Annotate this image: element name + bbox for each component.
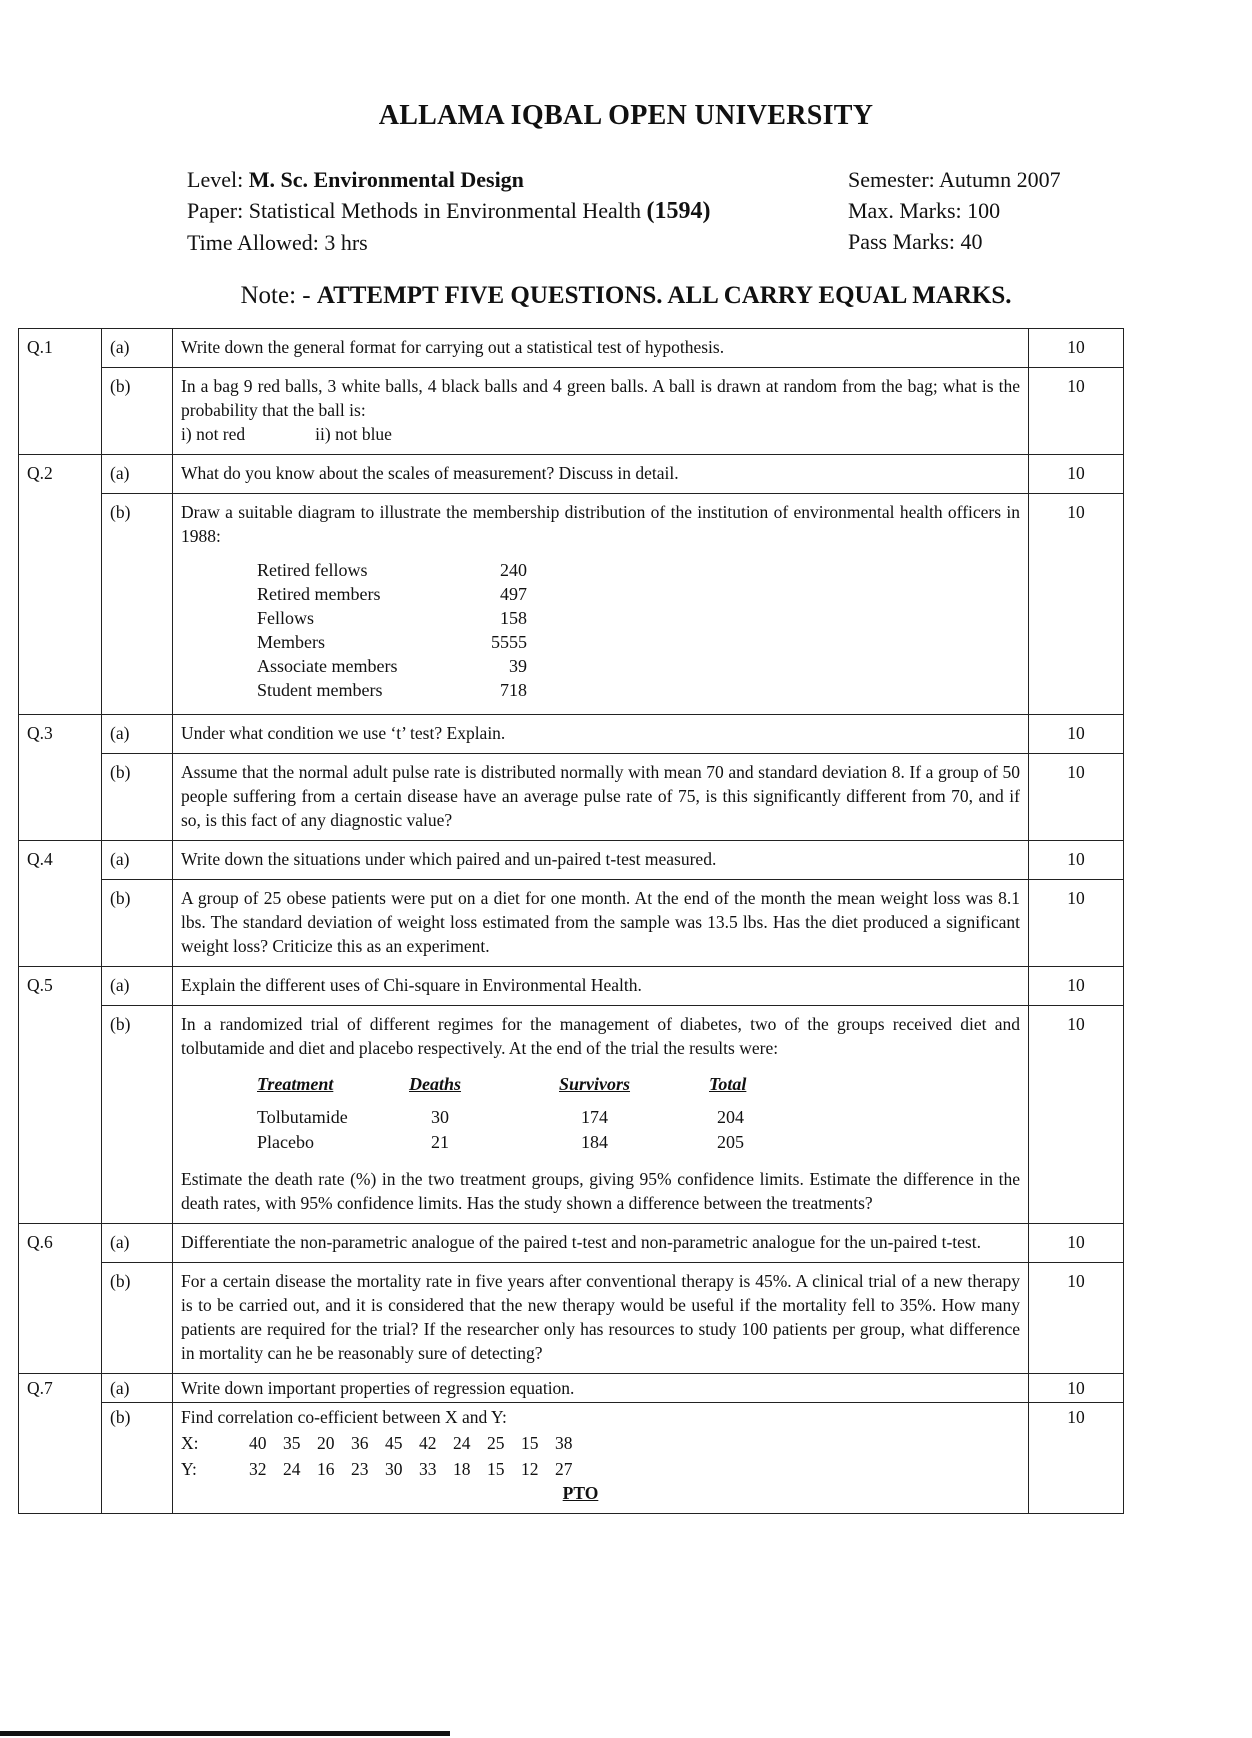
marks: 10 — [1029, 1006, 1124, 1224]
list-item: Associate members 39 — [257, 656, 527, 676]
marks: 10 — [1029, 841, 1124, 880]
marks: 10 — [1029, 880, 1124, 967]
question-text: In a randomized trial of different regimes for the management of diabetes, two of the groups received diet and tolbutamide and diet and placebo respectively. At the end of the trial the results were: Treatment Deaths Survivors Total Tolbutamide 30 174 204 Placebo 21 184 205 Estimate the death rate (%) in the two treatment groups, giving 95% confidence limits. Estimate the difference in the death rates, with 95% confidence limits. Has the study shown a difference between the treatments? — [173, 1006, 1029, 1224]
question-row — [19, 329, 1124, 368]
part-label: (b) — [102, 754, 173, 841]
paper-line: Paper: Statistical Methods in Environmental Health (1594) — [187, 198, 711, 224]
question-row — [19, 1006, 1124, 1224]
part-label: (a) — [102, 329, 173, 368]
question-text: Write down the situations under which paired and un-paired t-test measured. — [173, 841, 1029, 880]
please-turn-over: PTO — [562, 1483, 599, 1503]
scan-edge-bar — [0, 1731, 450, 1736]
question-row — [19, 841, 1124, 880]
marks: 10 — [1029, 455, 1124, 494]
part-label: (a) — [102, 1224, 173, 1263]
question-text: A group of 25 obese patients were put on a diet for one month. At the end of the month the mean weight loss was 8.1 lbs. The standard deviation of weight loss estimated from the sample was 13.5 lbs. Has the diet produced a significant weight loss? Criticize this as an experiment. — [173, 880, 1029, 967]
question-text: Assume that the normal adult pulse rate is distributed normally with mean 70 and standard deviation 8. If a group of 50 people suffering from a certain disease have an average pulse rate of 75, is this significantly different from 70, and if so, is this fact of any diagnostic value? — [173, 754, 1029, 841]
part-label: (b) — [102, 494, 173, 715]
question-text: For a certain disease the mortality rate in five years after conventional therapy is 45%. A clinical trial of a new therapy is to be carried out, and it is considered that the new therapy would be useful if the mortality fell to 35%. How many patients are required for the trial? If the researcher only has resources to study 100 patients per group, what difference in mortality can he be reasonably sure of detecting? — [173, 1263, 1029, 1374]
question-text: Explain the different uses of Chi-square in Environmental Health. — [173, 967, 1029, 1006]
marks: 10 — [1029, 1263, 1124, 1374]
table-row: Placebo 21 184 205 — [257, 1132, 744, 1152]
table-header: Treatment Deaths Survivors Total — [257, 1074, 747, 1094]
x-values: X: 40 35 20 36 45 42 24 25 15 38 — [181, 1433, 573, 1453]
marks: 10 — [1029, 1374, 1124, 1403]
marks: 10 — [1029, 368, 1124, 455]
instructions-note: Note: - ATTEMPT FIVE QUESTIONS. ALL CARRY EQUAL MARKS. — [240, 282, 1012, 309]
questions-table — [18, 328, 1124, 1514]
question-row — [19, 494, 1124, 715]
question-text: Write down the general format for carrying out a statistical test of hypothesis. — [173, 329, 1029, 368]
part-label: (b) — [102, 1006, 173, 1224]
part-label: (a) — [102, 455, 173, 494]
question-number: Q.4 — [19, 841, 102, 880]
part-label: (a) — [102, 841, 173, 880]
question-text: Write down important properties of regression equation. — [173, 1374, 1029, 1403]
question-row — [19, 455, 1124, 494]
part-label: (b) — [102, 368, 173, 455]
level-line: Level: M. Sc. Environmental Design — [187, 167, 524, 192]
question-text: In a bag 9 red balls, 3 white balls, 4 black balls and 4 green balls. A ball is drawn at random from the bag; what is the probability that the ball is: i) not red ii) not blue — [173, 368, 1029, 455]
treatment-table — [257, 1072, 789, 1155]
university-title: ALLAMA IQBAL OPEN UNIVERSITY — [378, 100, 874, 131]
answer-options: i) not red ii) not blue — [181, 424, 392, 444]
question-text: Under what condition we use ‘t’ test? Explain. — [173, 715, 1029, 754]
part-label: (b) — [102, 1403, 173, 1514]
semester: Semester: Autumn 2007 — [848, 167, 1061, 192]
question-row — [19, 1374, 1124, 1403]
part-label: (a) — [102, 1374, 173, 1403]
part-label: (b) — [102, 1263, 173, 1374]
marks: 10 — [1029, 1224, 1124, 1263]
part-label: (a) — [102, 715, 173, 754]
y-values: Y: 32 24 16 23 30 33 18 15 12 27 — [181, 1459, 573, 1479]
table-row: Tolbutamide 30 174 204 — [257, 1107, 744, 1127]
marks: 10 — [1029, 329, 1124, 368]
question-number: Q.3 — [19, 715, 102, 754]
question-number: Q.7 — [19, 1374, 102, 1403]
question-row — [19, 967, 1124, 1006]
part-label: (a) — [102, 967, 173, 1006]
question-row — [19, 715, 1124, 754]
pass-marks: Pass Marks: 40 — [848, 229, 983, 254]
time-allowed: Time Allowed: 3 hrs — [187, 230, 368, 255]
question-number: Q.6 — [19, 1224, 102, 1263]
question-text: What do you know about the scales of measurement? Discuss in detail. — [173, 455, 1029, 494]
marks: 10 — [1029, 1403, 1124, 1514]
question-text: Draw a suitable diagram to illustrate the membership distribution of the institution of environmental health officers in 1988: Retired fellows 240 Retired members 497 Fellows 158 Members 5555 Associate members 39 Student members 718 — [173, 494, 1029, 715]
question-row — [19, 1263, 1124, 1374]
question-row — [19, 754, 1124, 841]
question-text: Differentiate the non-parametric analogue of the paired t-test and non-parametric analogue for the un-paired t-test. — [173, 1224, 1029, 1263]
marks: 10 — [1029, 967, 1124, 1006]
membership-list — [257, 558, 527, 702]
question-row — [19, 368, 1124, 455]
list-item: Student members 718 — [257, 680, 527, 700]
question-number: Q.5 — [19, 967, 102, 1006]
list-item: Retired fellows 240 — [257, 560, 527, 580]
question-text: Find correlation co-efficient between X and Y: X: 40 35 20 36 45 42 24 25 15 38 Y: 32 24 16 23 30 33 18 15 12 27 PTO — [173, 1403, 1029, 1514]
max-marks: Max. Marks: 100 — [848, 198, 1001, 223]
question-row — [19, 1224, 1124, 1263]
marks: 10 — [1029, 715, 1124, 754]
exam-info-left — [187, 164, 710, 258]
question-row — [19, 880, 1124, 967]
question-number: Q.1 — [19, 329, 102, 368]
list-item: Retired members 497 — [257, 584, 527, 604]
part-label: (b) — [102, 880, 173, 967]
question-number: Q.2 — [19, 455, 102, 494]
question-row — [19, 1403, 1124, 1514]
list-item: Fellows 158 — [257, 608, 527, 628]
marks: 10 — [1029, 754, 1124, 841]
marks: 10 — [1029, 494, 1124, 715]
list-item: Members 5555 — [257, 632, 527, 652]
exam-info-right — [848, 164, 1061, 257]
